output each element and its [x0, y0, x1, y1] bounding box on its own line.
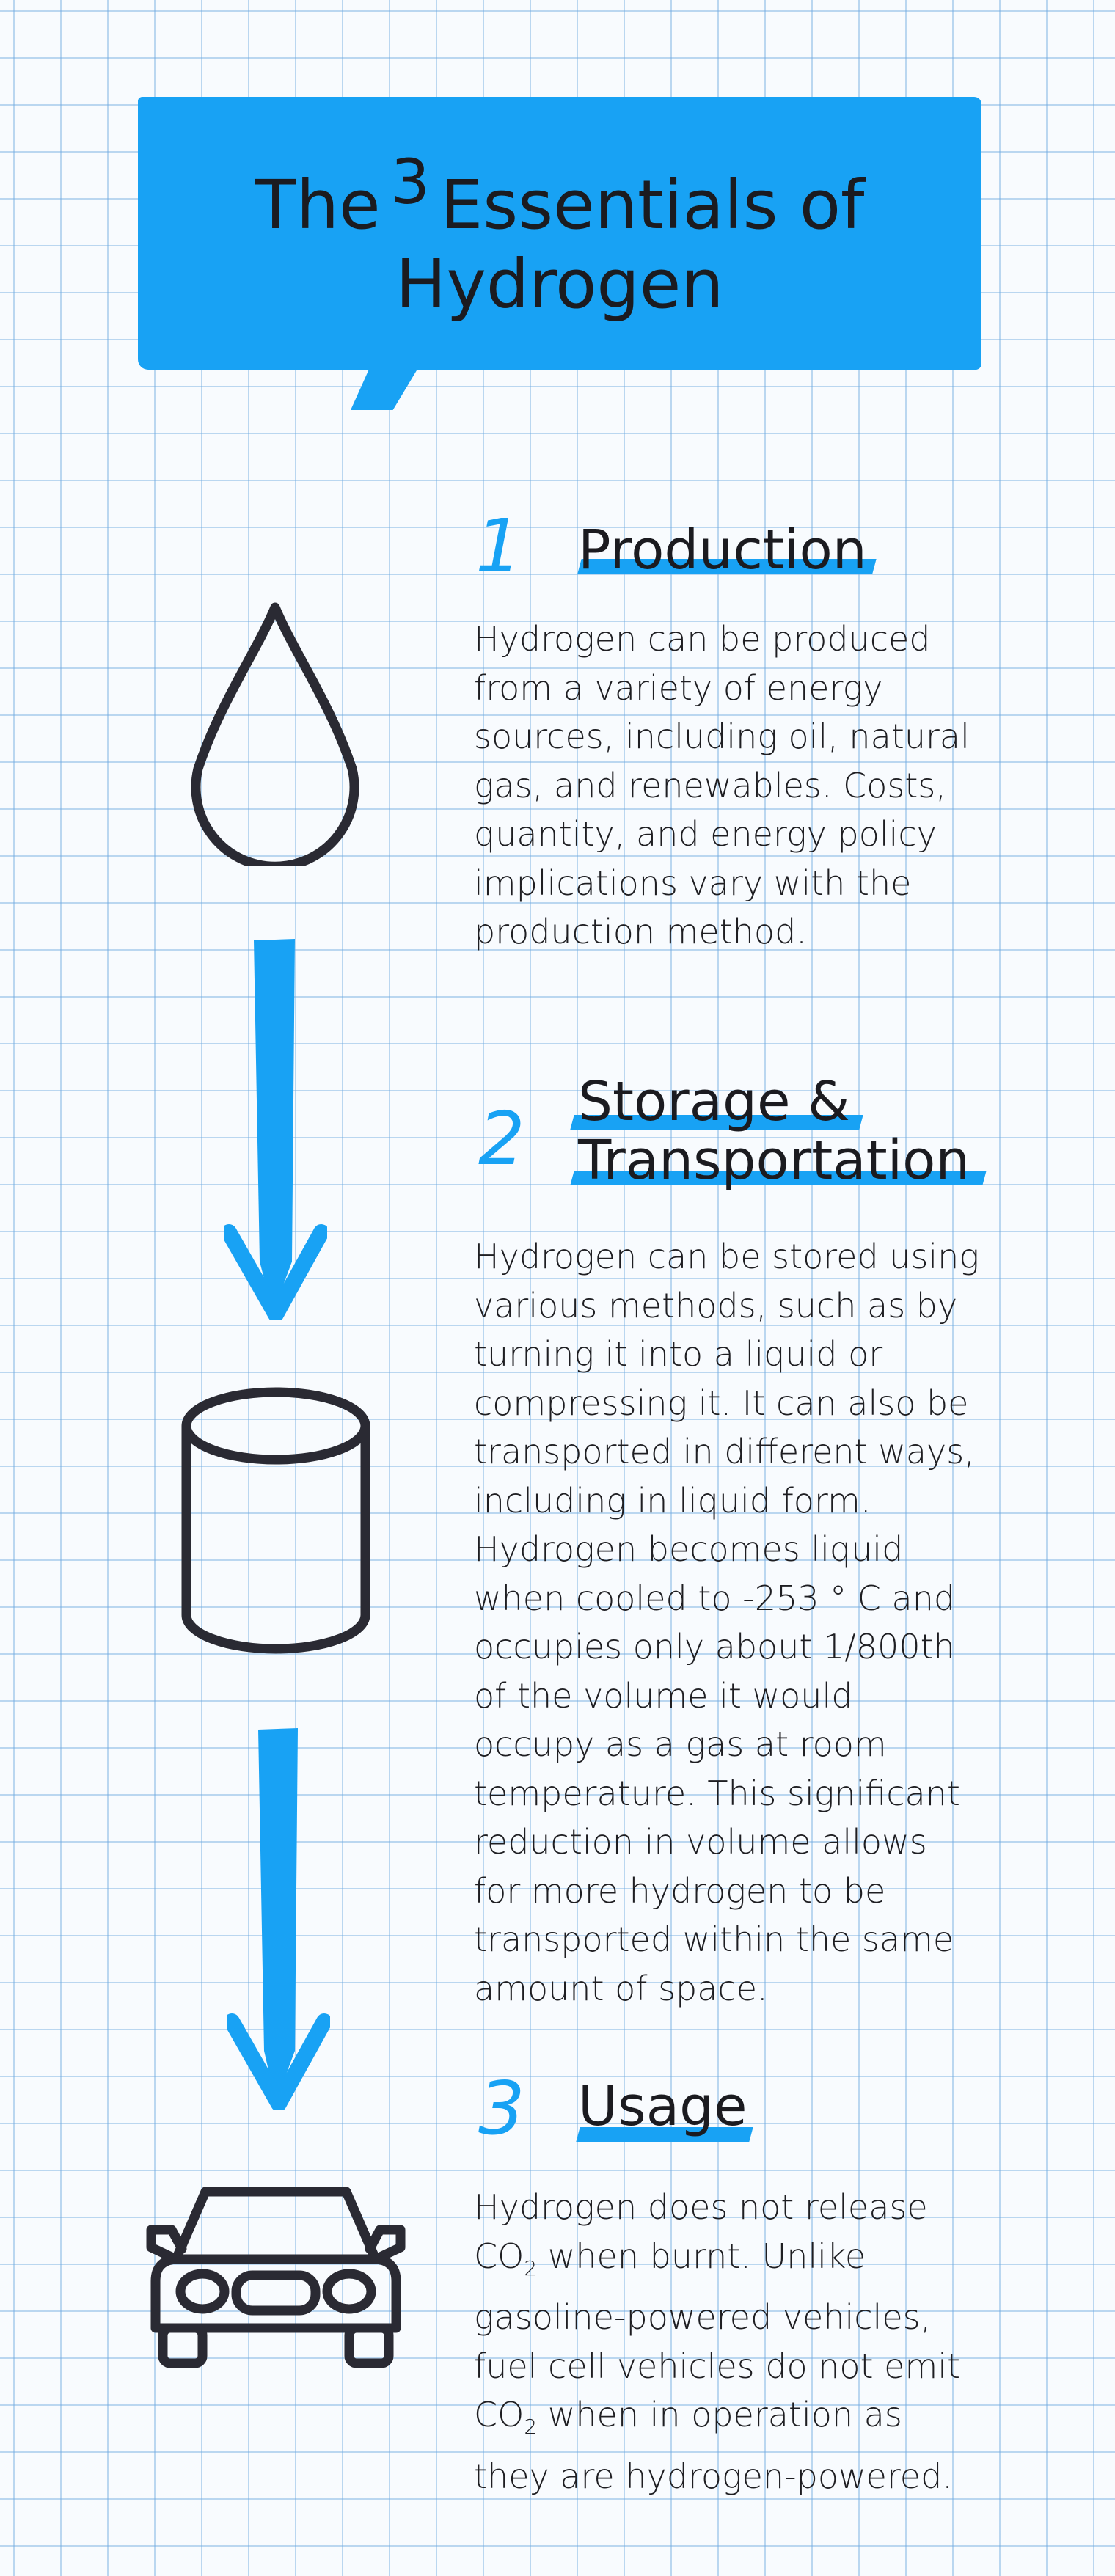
co2-subscript: 2	[524, 2255, 538, 2280]
down-arrow-icon	[227, 1728, 330, 2110]
down-arrow-icon	[224, 939, 327, 1320]
water-drop-icon	[183, 600, 367, 866]
title-number: 3	[390, 146, 431, 218]
step-2-heading-line-2: Transportation	[578, 1129, 970, 1192]
step-1-body: Hydrogen can be produced from a variety of energy sources, including oil, natural gas, and renewables. Costs, quantity, and energy policy implications vary with the production method.	[474, 619, 970, 951]
cylinder-icon	[176, 1385, 376, 1656]
title-line-2: Hydrogen	[395, 245, 724, 323]
page-title	[138, 97, 981, 370]
co2-subscript: 2	[524, 2415, 538, 2440]
step-1-heading: Production	[578, 519, 867, 582]
step-2-body: Hydrogen can be stored using various methods, such as by turning it into a liquid or compressing it. It can also be transported in different ways, including in liquid form. Hydrogen becomes liquid when cooled to -253 ° C and occupies only about 1/800th of the volume it would occupy as a gas at room temperature. This significant reduction in volume allows for more hydrogen to be transported within the same amount of space.	[474, 1237, 979, 2008]
step-1-number: 1	[475, 503, 522, 589]
step-3-heading: Usage	[578, 2075, 747, 2138]
title-line-1	[255, 142, 865, 245]
step-3-number: 3	[478, 2065, 525, 2151]
step-3-body-part-1: Hydrogen does not release CO	[474, 2187, 928, 2276]
title-post: Essentials of	[440, 166, 865, 244]
step-2-heading	[578, 1072, 970, 1190]
car-icon	[139, 2177, 412, 2369]
step-2-heading-line-1: Storage &	[578, 1070, 850, 1133]
step-3-body-part-3: when in operation as they are hydrogen-powered.	[474, 2395, 953, 2496]
title-banner-tail	[351, 363, 421, 410]
step-2-number: 2	[478, 1096, 525, 1182]
step-3-body	[474, 2183, 980, 2500]
step-3-body-part-2: when burnt. Unlike gasoline-powered vehicles, fuel cell vehicles do not emit CO	[474, 2236, 961, 2435]
title-pre: The	[255, 166, 381, 244]
